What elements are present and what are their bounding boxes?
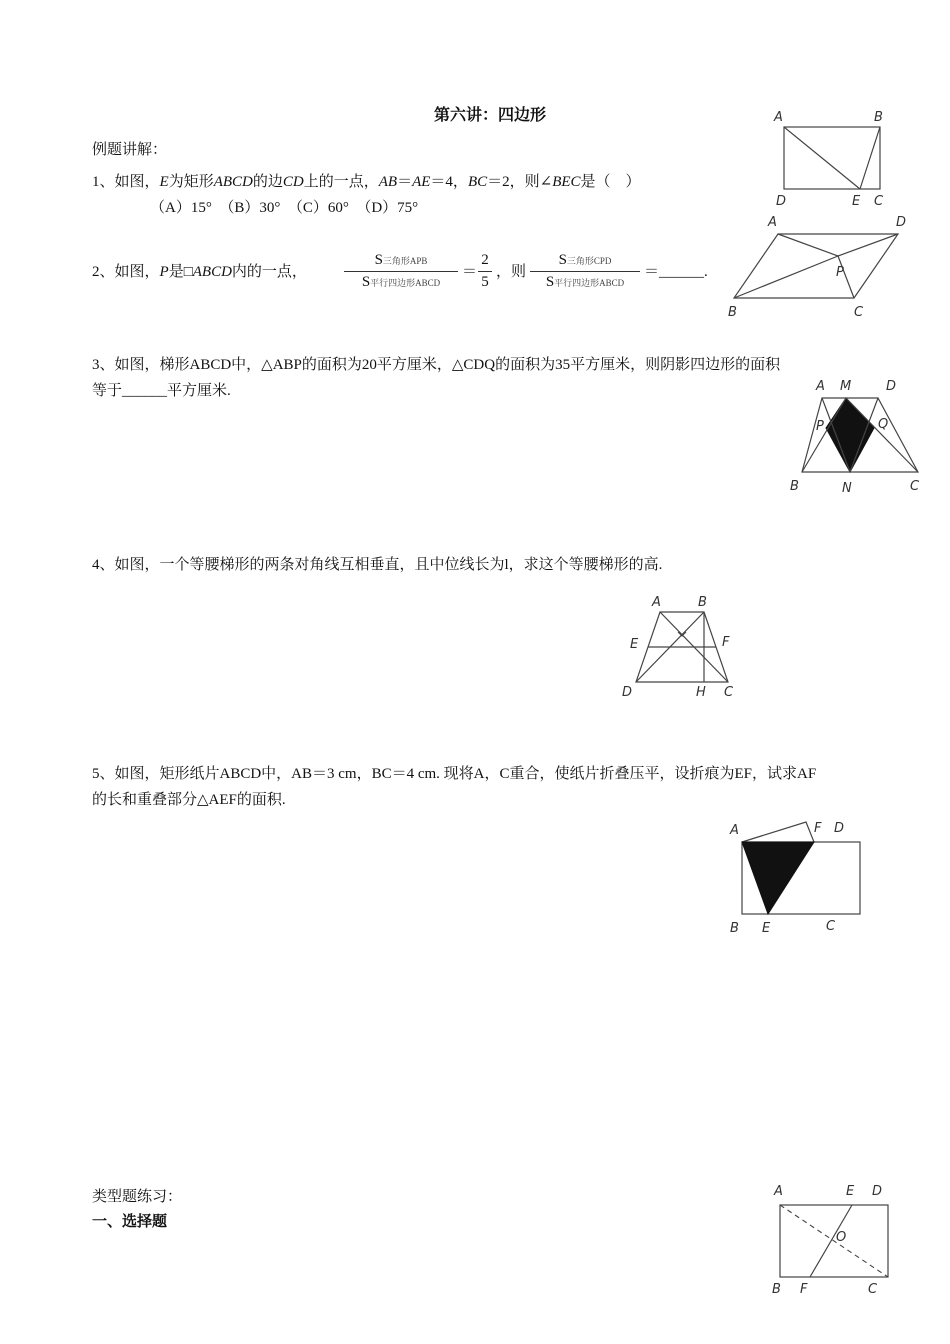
- fig6-label-f: F: [800, 1282, 808, 1297]
- q2-t1: 是□: [168, 264, 193, 280]
- q1-t3: 上的一点，: [303, 174, 379, 190]
- q1-bec: BEC: [552, 174, 581, 190]
- q2-sub-abcd: 平行四边形ABCD: [370, 278, 441, 288]
- fig6-label-o: O: [836, 1230, 847, 1245]
- q3-line-1: 3、如图，梯形ABCD中，△ABP的面积为20平方厘米，△CDQ的面积为35平方厘米，则阴影四边形的面积: [92, 357, 781, 373]
- fig5-label-c: C: [826, 919, 836, 934]
- q2-pre: 2、如图，: [92, 264, 160, 280]
- fig1-label-a: A: [774, 110, 783, 125]
- fig2-label-p: P: [836, 265, 844, 280]
- q1-bc: BC: [467, 174, 488, 190]
- fig3-label-m: M: [840, 379, 852, 394]
- fig4-label-a: A: [652, 595, 661, 610]
- q2-p: P: [159, 264, 169, 280]
- question-2: [92, 260, 307, 281]
- fig1-label-c: C: [874, 194, 884, 209]
- q2-fraction-3: [530, 252, 640, 291]
- q2-s2: S: [361, 274, 371, 290]
- fig3-label-n: N: [842, 481, 852, 496]
- fig2-label-b: B: [728, 305, 737, 320]
- q1-ae: AE: [412, 174, 431, 190]
- fig2-label-c: C: [854, 305, 864, 320]
- fig1-label-d: D: [776, 194, 787, 209]
- q2-fraction-1: [344, 252, 458, 291]
- q1-t4: ＝4，: [430, 174, 468, 190]
- fig1-label-e: E: [852, 194, 861, 209]
- q2-s1: S: [374, 252, 383, 268]
- section-1-heading: 一、选择题: [92, 1214, 168, 1230]
- figure-3-trapezoid: [782, 372, 932, 497]
- fig5-label-f: F: [814, 821, 822, 836]
- section-examples-heading: 例题讲解：: [92, 142, 168, 158]
- fig4-label-h: H: [696, 685, 706, 700]
- fig1-label-b: B: [874, 110, 883, 125]
- q2-equals-1: ＝: [462, 264, 478, 280]
- fig6-label-d: D: [872, 1184, 883, 1199]
- figure-6-rectangle-fold: [764, 1175, 904, 1303]
- q2-sub-cpd: 三角形CPD: [566, 256, 612, 266]
- fig3-label-b: B: [790, 479, 799, 494]
- q1-cd: CD: [282, 174, 304, 190]
- q2-s3: S: [558, 252, 567, 268]
- q1-abcd: ABCD: [213, 174, 253, 190]
- q5-line-1: 5、如图，矩形纸片ABCD中，AB＝3 cm，BC＝4 cm. 现将A，C重合，使纸片折叠压平，设折痕为EF，试求AF: [92, 766, 817, 782]
- page-title: 第六讲：四边形: [433, 107, 546, 124]
- q4-text: 4、如图，一个等腰梯形的两条对角线互相垂直，且中位线长为l，求这个等腰梯形的高.: [92, 557, 663, 573]
- fig6-label-c: C: [868, 1282, 878, 1297]
- q1-ab: AB: [378, 174, 398, 190]
- q1-t6: 是（ ）: [580, 174, 641, 190]
- q2-sub-abcd-2: 平行四边形ABCD: [554, 278, 625, 288]
- q2-then: ，则: [496, 264, 527, 280]
- figure-2-parallelogram: [722, 210, 922, 325]
- q1-options: （A）15° （B）30° （C）60° （D）75°: [150, 200, 419, 216]
- fig2-label-d: D: [896, 215, 907, 230]
- fig6-label-a: A: [774, 1184, 783, 1199]
- figure-5-folded-rectangle: [722, 812, 872, 937]
- q2-blank: ＝______.: [644, 264, 708, 280]
- q2-five: 5: [481, 274, 489, 290]
- fig3-label-c: C: [910, 479, 920, 494]
- q2-fraction-2-5: [478, 252, 492, 291]
- q1-t5: ＝2，则∠: [487, 174, 553, 190]
- q1-eq1: ＝: [397, 174, 413, 190]
- q5-line-2: 的长和重叠部分△AEF的面积.: [92, 792, 286, 808]
- fig3-label-d: D: [886, 379, 897, 394]
- fig5-label-d: D: [834, 821, 845, 836]
- figure-4-isosceles-trapezoid: [616, 590, 751, 705]
- q3-line-2: 等于______平方厘米.: [92, 383, 231, 399]
- q1-t2: 的边: [252, 174, 283, 190]
- q2-t2: 内的一点，: [231, 264, 307, 280]
- fig4-label-f: F: [722, 635, 730, 650]
- fig5-label-a: A: [730, 823, 739, 838]
- fig6-label-b: B: [772, 1282, 781, 1297]
- q1-pre: 1、如图，: [92, 174, 160, 190]
- q2-sub-apb: 三角形APB: [382, 256, 428, 266]
- q1-t1: 为矩形: [168, 174, 214, 190]
- fig5-label-b: B: [730, 921, 739, 936]
- fig4-label-c: C: [724, 685, 734, 700]
- practice-heading: 类型题练习：: [92, 1189, 183, 1205]
- figure-1-rectangle: [770, 105, 900, 215]
- question-1: [92, 170, 641, 191]
- fig4-label-b: B: [698, 595, 707, 610]
- q1-e: E: [159, 174, 169, 190]
- fig5-label-e: E: [762, 921, 771, 936]
- fig6-label-e: E: [846, 1184, 855, 1199]
- fig3-label-q: Q: [878, 417, 889, 432]
- fig4-label-e: E: [630, 637, 639, 652]
- q2-s4: S: [545, 274, 555, 290]
- fig2-label-a: A: [768, 215, 777, 230]
- fig3-label-p: P: [816, 419, 824, 434]
- fig4-label-d: D: [622, 685, 633, 700]
- fig3-label-a: A: [816, 379, 825, 394]
- q2-abcd: ABCD: [192, 264, 232, 280]
- q2-two: 2: [481, 252, 489, 268]
